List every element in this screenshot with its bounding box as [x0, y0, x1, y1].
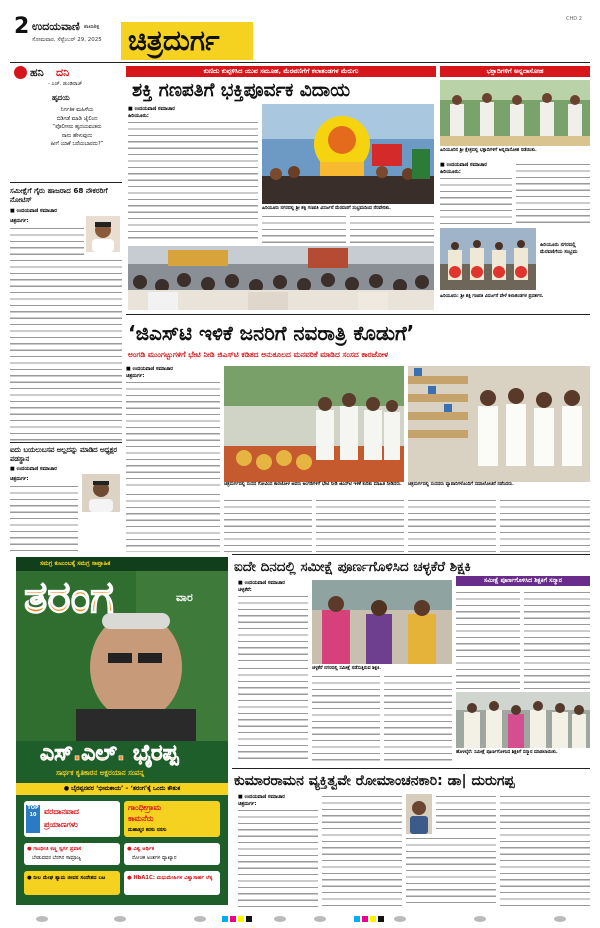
survey-byline: ■ ಉದಯವಾಣಿ ಸಮಾಚಾರ — [238, 580, 285, 586]
gst-caption-1: ಚಿತ್ರದುರ್ಗದಲ್ಲಿ ಸಂಸದ ಗೋವಿಂದ ಕಾರಜೋಳ ಅವರು ಅಂಗಡಿಗಳಿಗೆ ಭೇಟಿ ನೀಡಿ ಜಿಎಸ್‌ಟಿ ಇಳಿಕೆ ಕುರಿತು ಮಾಹಿತಿ ನೀಡಿದರು. — [224, 482, 402, 487]
band-image — [440, 228, 536, 290]
mugshot-image — [86, 216, 120, 252]
promo-right-b: ಕಾಮನೆರು — [128, 814, 154, 823]
edition-word: ಶಾಖಾಶಿಕ್ಷ — [84, 24, 100, 30]
shop-visit-image-2 — [408, 366, 590, 482]
body-text — [440, 176, 512, 226]
taranga-line1: ● ಬೈರಪ್ಪನವರ ‘ಭೀಮಕಾಯ’ – ‘ತರಂಗ’ಕ್ಕೆ ಒಂದು ಕೌತುಕ — [16, 783, 228, 795]
right-dateline: ಹಿರಿಯೂರು: — [440, 169, 461, 175]
promo-right-c: ಮಹಾತ್ಮರ ಕನಸು ನನಸು — [128, 827, 167, 833]
body-text — [126, 492, 220, 552]
survey-caption: ಚಳ್ಳಕೆರೆ ನಗರದಲ್ಲಿ ಸಮೀಕ್ಷೆ ನಡೆಸುತ್ತಿರುವ ಶಿಕ್ಷಕಿ. — [312, 666, 381, 671]
body-text — [238, 594, 308, 664]
top-badge: TOP 10 — [26, 805, 40, 833]
band-caption: ಹಿರಿಯೂರು: ಶ್ರೀ ಶಕ್ತಿ ಗಣಪತಿ ವಿಸರ್ಜನೆ ವೇಳೆ ಕಲಾತಂಡಗಳ ಪ್ರದರ್ಶನ. — [440, 294, 544, 299]
poem-line: ನಾನು ಹೇಳುವುದು — [61, 132, 93, 139]
story-byline: ■ ಉದಯವಾಣಿ ಸಮಾಚಾರ — [10, 208, 57, 214]
taranga-tagline: ಸಮಗ್ರ ಕುಟುಂಬಕ್ಕೆ ಸಮಗ್ರ ಸಾಪ್ತಾಹಿಕ — [40, 560, 111, 567]
taranga-weekly: ವಾರ — [176, 591, 193, 604]
poem-line: “ಪೊಲೀಸರು ಹೃದಯವಂತರು — [52, 124, 102, 130]
food-image — [440, 80, 590, 146]
body-text — [500, 794, 590, 908]
bullet-1b: ಬೇಡುವವರ ಬೆರಗಿನ ಸಾಮ್ರಾಜ್ಯ — [32, 855, 82, 861]
top-byline: ■ ಉದಯವಾಣಿ ಸಮಾಚಾರ — [128, 106, 175, 112]
poem-line: ನಿರ್ಗತಿಕ ಮಹಿಳೆಯ — [60, 107, 94, 113]
masthead — [0, 0, 600, 62]
body-text — [456, 590, 520, 690]
band-side-caption: ಹಿರಿಯೂರು ನಗರದಲ್ಲಿ ಮೆರವಣಿಗೆಯ ಸಂಭ್ರಮ — [540, 242, 578, 255]
bullet-box-2 — [124, 843, 220, 865]
paper-name: ಉದಯವಾಣಿ — [32, 20, 80, 33]
body-text — [350, 214, 434, 244]
gst-story — [126, 314, 590, 552]
registration-marks — [0, 910, 600, 928]
masthead-rule — [10, 62, 590, 63]
poem-title: ಹೃದಯ — [52, 94, 70, 102]
promo-left-b: ಪ್ರಯಾಣಗಳು — [44, 820, 78, 829]
gst-subhead: ಅಂಗಡಿ ಮುಂಗಟ್ಟುಗಳಿಗೆ ಭೇಟಿ ನೀಡಿ ಜಿಎಸ್‌ಟಿ ಕಡಿತದ ಅನುಕೂಲದ ಮನವರಿಕೆ ಮಾಡಿದ ಸಂಸದ ಕಾರಜೋಳ — [128, 350, 389, 359]
body-text — [408, 498, 496, 552]
issue-date: ಸೋಮವಾರ, ಸೆಪ್ಟೆಂಬರ್ 29, 2025 — [32, 37, 102, 43]
body-text — [10, 226, 84, 258]
body-text — [436, 794, 496, 834]
survey-dateline: ಚಳ್ಳಕೆರೆ: — [238, 587, 252, 593]
body-text — [322, 794, 402, 908]
hani-dani-author: - ಎಚ್. ಡುಂಡಿರಾಜ್ — [48, 81, 83, 87]
felicitation-image — [456, 692, 590, 748]
promo-left — [24, 801, 120, 837]
bottom-right-box — [124, 871, 220, 895]
procession-photo — [262, 104, 434, 204]
poem-line: ಹೀಗೆ ಯಾಕೆ ಬರೆಯಬಾರದು?” — [50, 141, 104, 147]
crowd-photo — [128, 246, 434, 310]
bottom-story — [232, 768, 590, 908]
body-text — [516, 162, 590, 226]
bullet-1: ● ಗಾಂಧೀಜಿ ಕಣ್ಣ ಸ್ವರ್ಗ ಪ್ರವಾಸ — [27, 846, 82, 852]
gst-photo-1 — [224, 366, 404, 482]
hani-dani-title-a: ಹನಿ — [30, 66, 44, 79]
speaker-image — [406, 794, 432, 834]
registration-strip — [0, 910, 600, 928]
mugshot — [82, 474, 120, 512]
section-title: ಚಿತ್ರದುರ್ಗ — [128, 24, 220, 57]
right-byline: ■ ಉದಯವಾಣಿ ಸಮಾಚಾರ — [440, 162, 487, 168]
survey-side-kicker: ಸಮೀಕ್ಷೆ ಪೂರ್ಣಗೊಳಿಸಿದ ಶಿಕ್ಷಕಿಗೆ ಸನ್ಮಾನ — [456, 576, 590, 586]
felicitation-caption: ಹೊಳಲ್ಕೆರೆ: ಸಮೀಕ್ಷೆ ಪೂರ್ಣಗೊಳಿಸಿದ ಶಿಕ್ಷಕಿಗೆ ಸನ್ಮಾನ ಮಾಡಲಾಯಿತು. — [456, 750, 558, 755]
mugshot — [86, 216, 120, 252]
felicitation-photo — [456, 692, 590, 748]
body-text — [406, 836, 496, 908]
body-text — [262, 214, 346, 244]
person-sub: ಸಾರ್ಥಕ ಕೃತಿಕಾರನ ಅಕ್ಷರಯಾನ ಸಂಪನ್ನ — [56, 769, 145, 777]
survey-story — [232, 554, 471, 766]
body-text — [500, 498, 590, 552]
bottom-right: ● HbA1C: ಮಧುಮೇಹಿಗಳ ವಿಶ್ವಾಸಾರ್ಹ ಲೆಕ್ಕ — [127, 875, 213, 881]
survey-headline: ಐದೇ ದಿನದಲ್ಲಿ ಸಮೀಕ್ಷೆ ಪೂರ್ಣಗೊಳಿಸಿದ ಚಳ್ಳಕೆರೆ ಶಿಕ್ಷಕಿ — [234, 559, 471, 575]
survey-image — [312, 580, 452, 664]
top-kicker: ಕುಣಿದು ಕುಪ್ಪಳಿಸಿದ ಯುವ ಸಮೂಹ, ಮೆರವಣಿಗೆಗೆ ಕಲಾತಂಡಗಳ ಮೆರುಗು — [126, 66, 436, 77]
story-rule — [232, 554, 590, 555]
left-story-2 — [10, 442, 122, 554]
survey-photo — [312, 580, 452, 664]
top-story — [126, 66, 436, 312]
story-headline: ಸಮೀಕ್ಷೆಗೆ ಗೈರು ಹಾಜರಾದ 68 ನೌಕರರಿಗೆ ನೋಟಿಸ್ — [10, 186, 108, 204]
body-text — [10, 258, 122, 441]
promo-right-a: ಗಾಂಧೀಗ್ರಾಮ — [128, 803, 162, 812]
body-text — [238, 808, 318, 908]
hani-dani-logo — [14, 66, 27, 79]
band-photo — [440, 228, 536, 290]
food-photo — [440, 80, 590, 146]
food-caption: ಹಿರಿಯೂರಿನ ಶ್ರೀ ಕ್ಷೇತ್ರದಲ್ಲಿ ಭಕ್ತಾದಿಗಳಿಗೆ ಅನ್ನದಾಸೋಹ ನಡೆಯಿತು. — [440, 148, 537, 153]
hani-dani-title-b: ದನಿ — [56, 66, 70, 79]
right-kicker: ಭಕ್ತಾದಿಗಳಿಗೆ ಅನ್ನದಾಸೋಹ — [440, 66, 590, 77]
body-text — [10, 484, 78, 554]
survey-side — [456, 576, 590, 766]
taranga-title: ತರಂಗ — [24, 572, 114, 623]
top-dateline: ಹಿರಿಯೂರು: — [128, 113, 149, 119]
bullet-2b: ರೋಚಕ ಅಂಶಗಳ ವ್ಯಾಖ್ಯಾನ — [132, 855, 177, 861]
body-text — [312, 674, 380, 764]
page-number: 2 — [14, 14, 30, 39]
body-text — [128, 120, 258, 242]
body-text — [524, 590, 590, 690]
story-rule — [232, 768, 590, 769]
gst-headline: ‘ಜಿಎಸ್‌ಟಿ ಇಳಿಕೆ ಜನರಿಗೆ ನವರಾತ್ರಿ ಕೊಡುಗೆ’ — [128, 321, 415, 345]
story-headline: ಐದು ಬಯಲುಬಸವ ಅಲ್ಲದನ್ನು ಮಾಡಿದ ಅಧ್ಯಕ್ಷರ ಪಡಸ್ಥಾನ — [10, 446, 117, 463]
bullet-2: ● ವಿಶ್ವ ಆರ್ಥಿಕ — [127, 846, 155, 852]
body-text — [238, 666, 308, 764]
story-byline: ■ ಉದಯವಾಣಿ ಸಮಾಚಾರ — [10, 466, 57, 472]
poem-line: ಬಿಡಿಗಡೆ ಮಾಡಿ ಜೈಲಿಂದ — [56, 115, 98, 122]
box-rule — [10, 182, 122, 183]
procession-image — [262, 104, 434, 204]
gst-photo-2 — [408, 366, 590, 482]
speaker-photo — [406, 794, 432, 834]
poem-lines — [32, 106, 122, 149]
top-right-label: CHD 2 — [566, 16, 582, 22]
dateline: ಚಿತ್ರದುರ್ಗ: — [10, 476, 29, 482]
left-story-1 — [10, 186, 122, 441]
person-name: ಎಸ್.ಎಲ್. ಭೈರಪ್ಪ — [40, 741, 179, 766]
gst-byline: ■ ಉದಯವಾಣಿ ಸಮಾಚಾರ — [126, 366, 173, 372]
body-text — [316, 498, 404, 552]
gst-dateline: ಚಿತ್ರದುರ್ಗ: — [126, 373, 145, 379]
body-text — [384, 674, 452, 764]
photo-caption: ಹಿರಿಯೂರು ನಗರದಲ್ಲಿ ಶ್ರೀ ಶಕ್ತಿ ಗಣಪತಿ ವಿಸರ್ಜನೆ ಮೆರವಣಿಗೆ ಸಂಭ್ರಮದಿಂದ ನೆರವೇರಿತು. — [262, 206, 391, 211]
hani-dani-box — [10, 66, 122, 184]
bottom-left-box — [24, 871, 120, 895]
body-text — [224, 498, 312, 552]
right-top-story — [440, 66, 590, 312]
bottom-left: ● ನೀಲ ಮೇಘ ಶ್ಯಾಮ ಜೀವನ ಸಂದೇಶದ ಬಟ — [27, 875, 106, 881]
dateline: ಚಿತ್ರದುರ್ಗ: — [10, 218, 29, 224]
gst-caption-2: ಚಿತ್ರದುರ್ಗದಲ್ಲಿ ಸಂಸದರು ವ್ಯಾಪಾರಿಗಳೊಂದಿಗೆ ಸಮಾಲೋಚನೆ ನಡೆಸಿದರು. — [408, 482, 514, 487]
bottom-headline: ಕುಮಾರರಾಮನ ವ್ಯಕ್ತಿತ್ವವೇ ರೋಮಾಂಚನಕಾರಿ: ಡಾ| ದುರುಗಪ್ಪ — [234, 773, 515, 789]
mugshot-image — [82, 474, 120, 512]
bullet-box-1 — [24, 843, 120, 865]
promo-right — [124, 801, 220, 837]
bottom-byline: ■ ಉದಯವಾಣಿ ಸಮಾಚಾರ — [238, 794, 285, 800]
top-headline: ಶಕ್ತಿ ಗಣಪತಿಗೆ ಭಕ್ತಿಪೂರ್ವಕ ವಿದಾಯ — [132, 80, 351, 101]
story-rule — [10, 442, 122, 443]
shop-visit-image — [224, 366, 404, 482]
crowd-image — [128, 246, 434, 310]
taranga-ad — [16, 557, 228, 905]
story-rule — [126, 314, 590, 315]
bottom-dateline: ಚಿತ್ರದುರ್ಗ: — [238, 801, 257, 807]
body-text — [126, 380, 220, 488]
promo-left-a: ವರದಾನವಾದ — [44, 807, 79, 816]
